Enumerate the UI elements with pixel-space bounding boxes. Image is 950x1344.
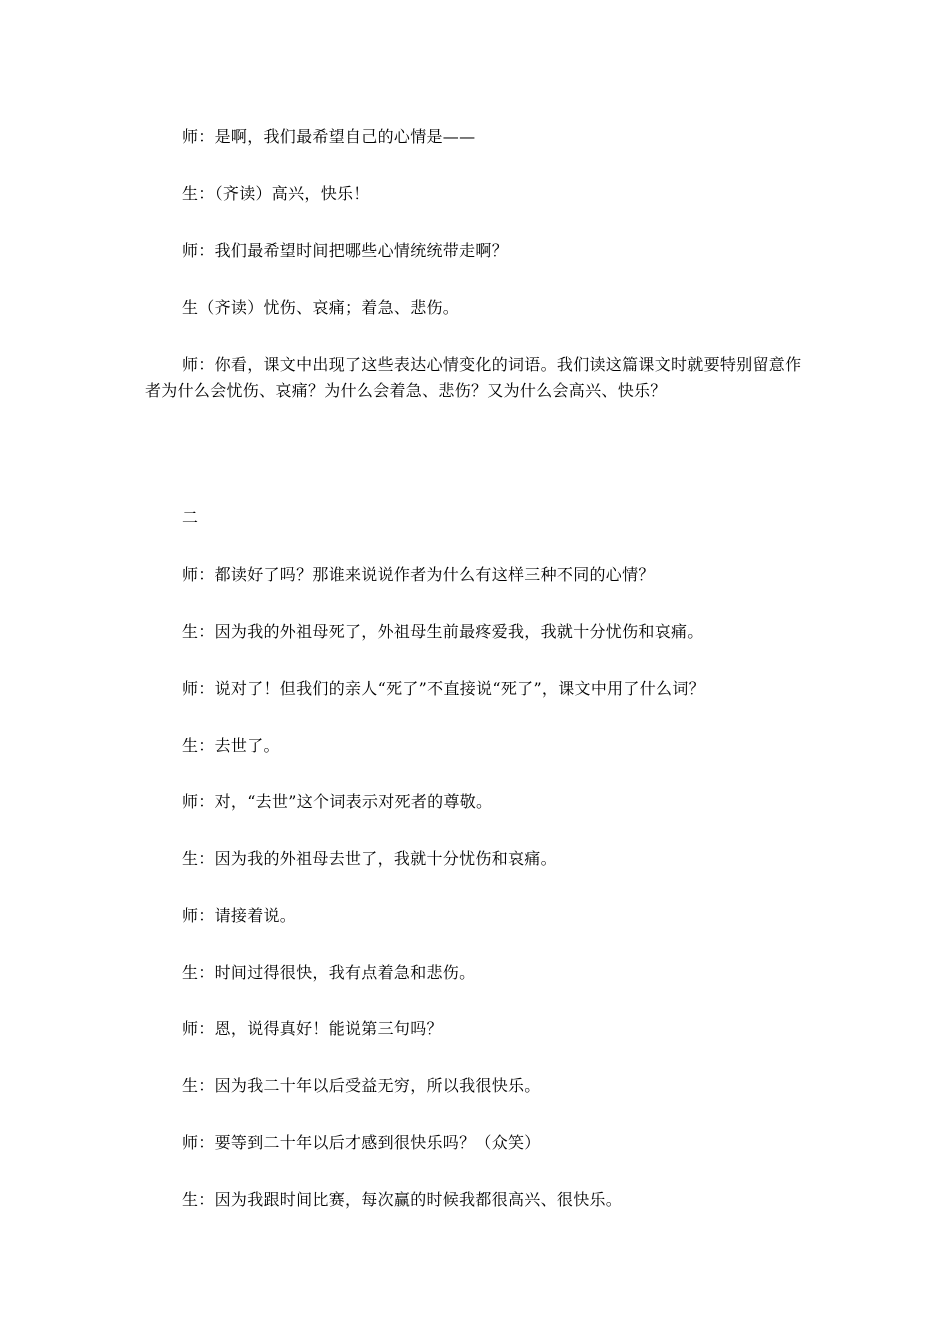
- paragraph-teacher-1: 师：是啊，我们最希望自己的心情是——: [182, 127, 476, 146]
- paragraph-student-8: 生：因为我跟时间比赛，每次赢的时候我都很高兴、很快乐。: [182, 1190, 623, 1209]
- paragraph-teacher-2: 师：我们最希望时间把哪些心情统统带走啊？: [182, 241, 509, 260]
- paragraph-teacher-6: 师：对，“去世”这个词表示对死者的尊敬。: [182, 792, 493, 811]
- paragraph-student-4: 生：去世了。: [182, 736, 280, 755]
- paragraph-teacher-7: 师：请接着说。: [182, 906, 297, 925]
- section-heading: 二: [182, 508, 199, 527]
- paragraph-student-1: 生：（齐读）高兴，快乐！: [182, 184, 370, 203]
- paragraph-student-6: 生：时间过得很快，我有点着急和悲伤。: [182, 963, 476, 982]
- paragraph-student-3: 生：因为我的外祖母死了，外祖母生前最疼爱我，我就十分忧伤和哀痛。: [182, 622, 704, 641]
- paragraph-teacher-3: 师：你看，课文中出现了这些表达心情变化的词语。我们读这篇课文时就要特别留意作者为什么会忧伤、哀痛？为什么会着急、悲伤？又为什么会高兴、快乐？: [145, 355, 802, 400]
- paragraph-student-7: 生：因为我二十年以后受益无穷，所以我很快乐。: [182, 1076, 541, 1095]
- paragraph-teacher-4: 师：都读好了吗？那谁来说说作者为什么有这样三种不同的心情？: [182, 565, 655, 584]
- paragraph-teacher-9: 师：要等到二十年以后才感到很快乐吗？（众笑）: [182, 1133, 541, 1152]
- paragraph-teacher-5: 师：说对了！但我们的亲人“死了”不直接说“死了”，课文中用了什么词？: [182, 679, 705, 698]
- paragraph-teacher-8: 师：恩，说得真好！能说第三句吗？: [182, 1019, 443, 1038]
- paragraph-student-5: 生：因为我的外祖母去世了，我就十分忧伤和哀痛。: [182, 849, 557, 868]
- paragraph-student-2: 生（齐读）忧伤、哀痛；着急、悲伤。: [182, 298, 460, 317]
